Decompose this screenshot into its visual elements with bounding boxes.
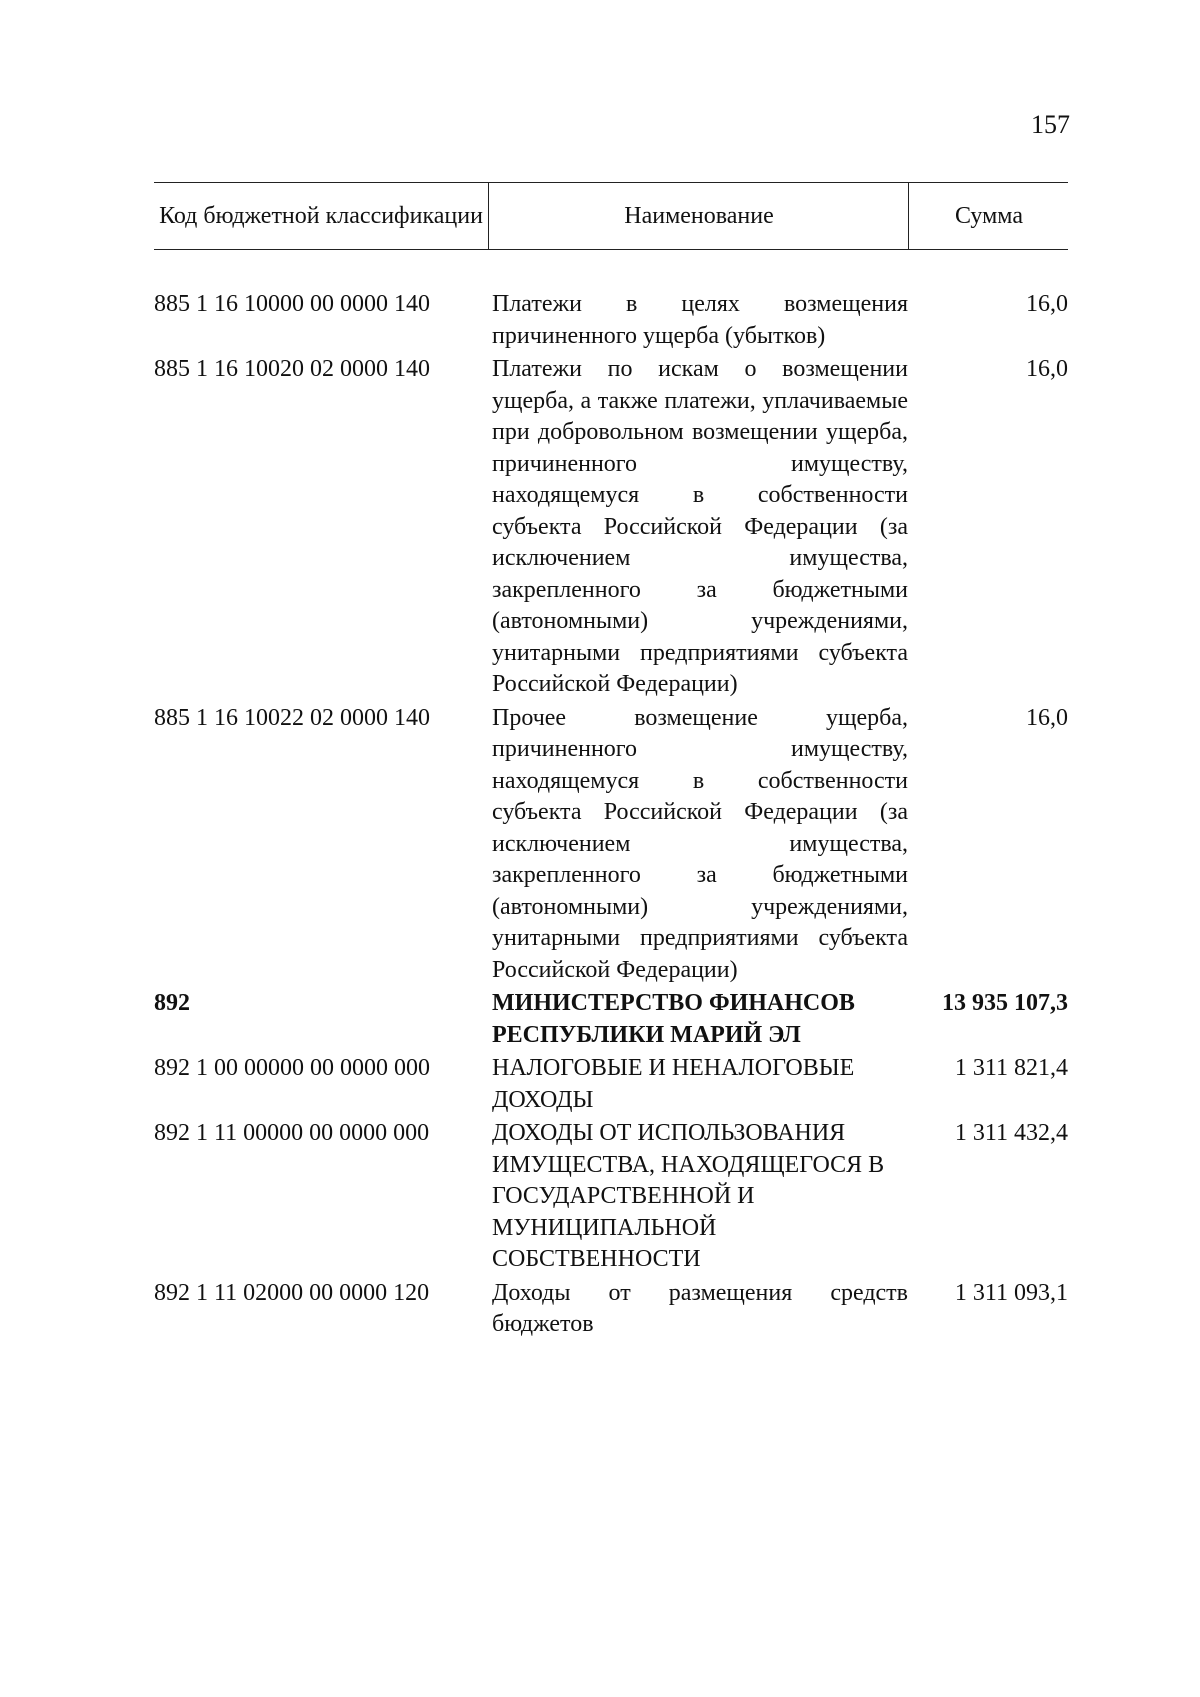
table-header <box>154 182 1068 250</box>
table-row <box>154 354 1068 701</box>
table-row <box>154 1053 1068 1116</box>
table-row <box>154 1118 1068 1276</box>
row-code: 885 1 16 10022 02 0000 140 <box>154 704 430 731</box>
row-code: 892 1 11 02000 00 0000 120 <box>154 1279 430 1306</box>
row-code: 885 1 16 10020 02 0000 140 <box>154 356 430 382</box>
row-code: 892 <box>154 990 190 1016</box>
row-sum: 1 311 093,1 <box>954 1279 1068 1306</box>
row-sum: 16,0 <box>1026 291 1068 317</box>
row-sum: 16,0 <box>1026 356 1068 382</box>
table-body <box>154 289 1068 1341</box>
row-name: Доходы от размещения средств бюджетов <box>492 1279 908 1337</box>
table-row <box>154 289 1068 352</box>
row-sum: 1 311 821,4 <box>954 1055 1068 1081</box>
row-name: НАЛОГОВЫЕ И НЕНАЛОГОВЫЕ ДОХОДЫ <box>492 1055 855 1113</box>
table-row <box>154 1278 1068 1341</box>
row-sum: 16,0 <box>1026 704 1068 731</box>
header-code: Код бюджетной классификации <box>159 203 483 229</box>
table-row <box>154 703 1068 987</box>
row-name: ДОХОДЫ ОТ ИСПОЛЬЗОВАНИЯ ИМУЩЕСТВА, НАХОДЯЩЕГОСЯ В ГОСУДАРСТВЕННОЙ И МУНИЦИПАЛЬНОЙ СОБСТВЕННОСТИ <box>492 1120 885 1272</box>
row-name: Платежи по искам о возмещении ущерба, а также платежи, уплачиваемые при добровольном возмещении ущерба, причиненного имуществу, находящемуся в собственности субъекта Российской Федерации (за исключением имущества, закрепленного за бюджетными (автономными) учреждениями, унитарными предприятиями субъекта Российской Федерации) <box>492 356 908 697</box>
row-code: 892 1 00 00000 00 0000 000 <box>154 1055 430 1081</box>
row-sum: 1 311 432,4 <box>954 1120 1068 1146</box>
page-number: 157 <box>1031 110 1070 139</box>
row-sum: 13 935 107,3 <box>942 990 1068 1016</box>
table-row <box>154 988 1068 1051</box>
row-name: Платежи в целях возмещения причиненного ущерба (убытков) <box>492 291 908 349</box>
row-code: 885 1 16 10000 00 0000 140 <box>154 291 430 317</box>
header-name: Наименование <box>488 183 909 249</box>
row-code: 892 1 11 00000 00 0000 000 <box>154 1120 430 1146</box>
row-name: Прочее возмещение ущерба, причиненного имуществу, находящемуся в собственности субъекта Российской Федерации (за исключением имущества, закрепленного за бюджетными (автономными) учреждениями, унитарными предприятиями субъекта Российской Федерации) <box>492 704 908 983</box>
header-sum: Сумма <box>908 183 1069 249</box>
row-name: МИНИСТЕРСТВО ФИНАНСОВ РЕСПУБЛИКИ МАРИЙ ЭЛ <box>492 990 855 1048</box>
